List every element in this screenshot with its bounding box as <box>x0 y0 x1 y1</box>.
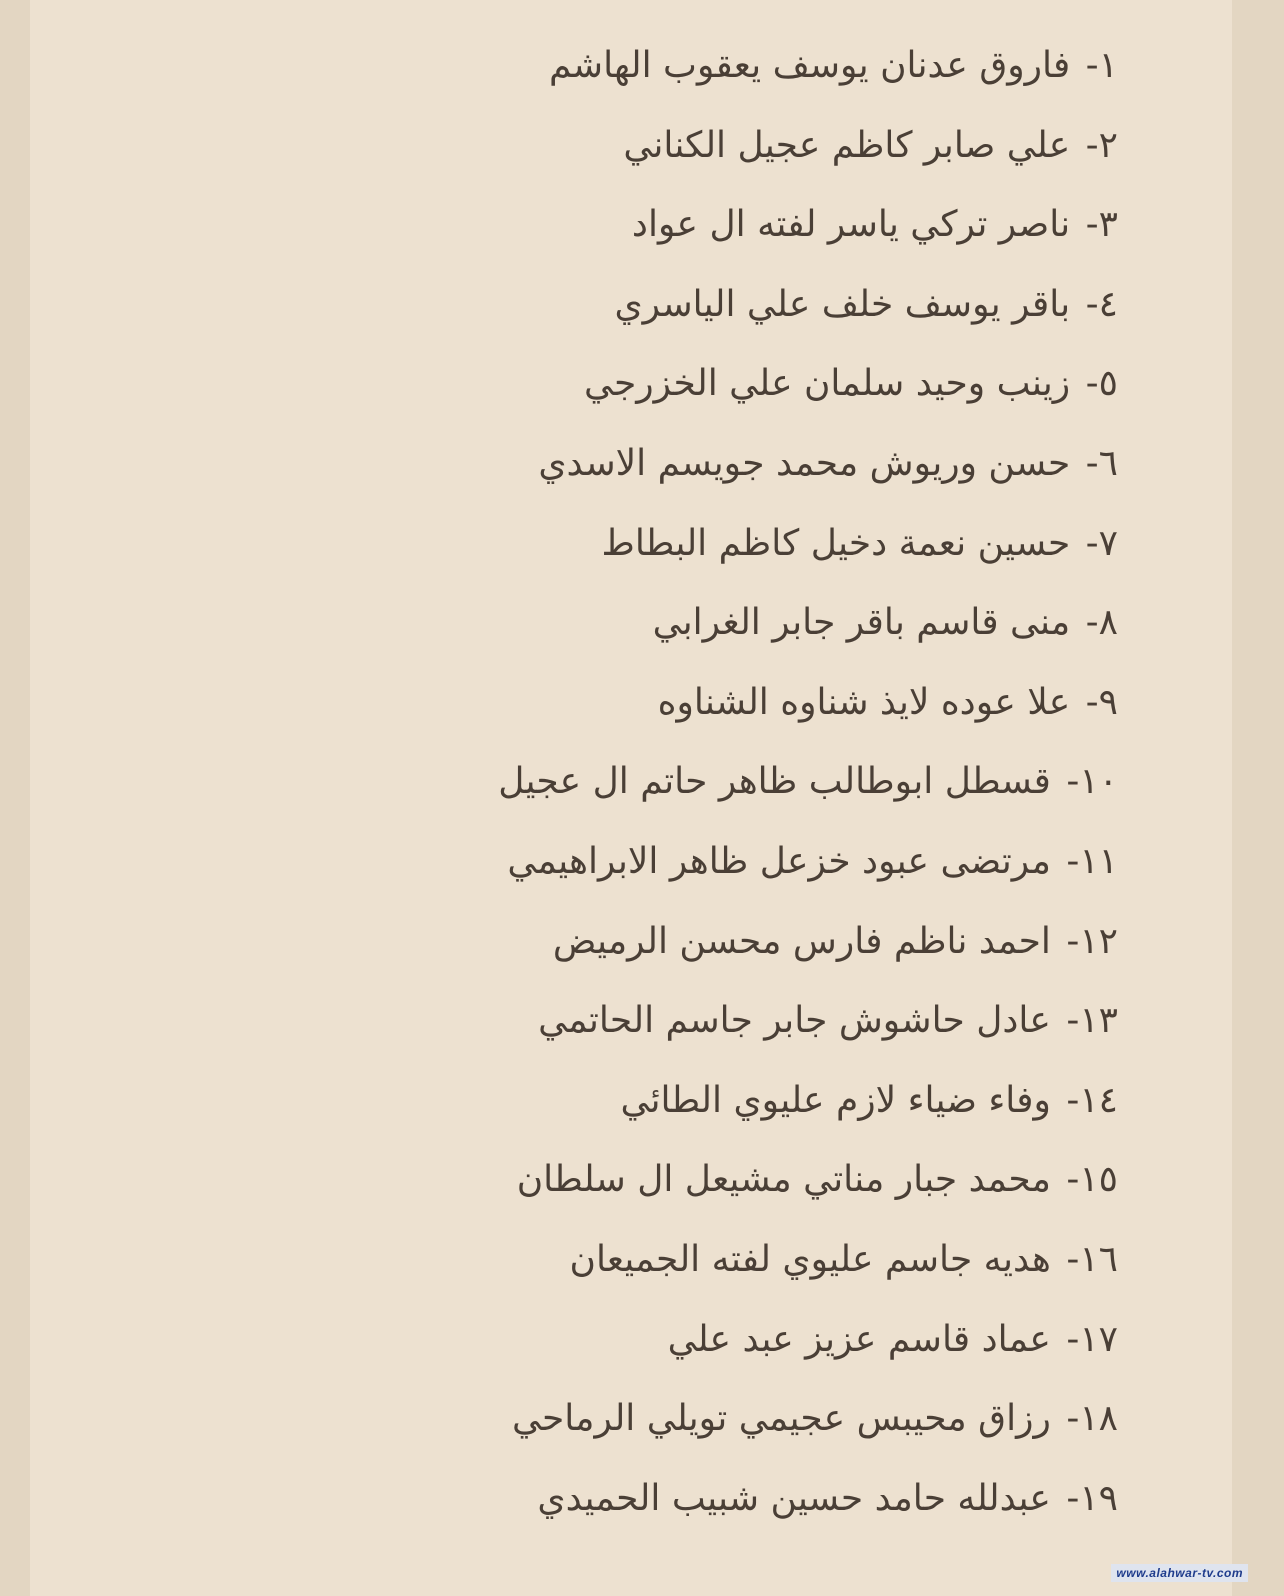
list-item <box>498 354 1118 434</box>
item-name: عماد قاسم عزيز عبد علي <box>667 1318 1051 1360</box>
item-number: ١٨- <box>1066 1398 1118 1440</box>
item-name: زينب وحيد سلمان علي الخزرجي <box>583 363 1071 405</box>
item-number: ١١- <box>1066 840 1118 882</box>
item-name: عبدلله حامد حسين شبيب الحميدي <box>537 1477 1051 1519</box>
item-name: عادل حاشوش جابر جاسم الحاتمي <box>538 1000 1051 1042</box>
item-number: ١٣- <box>1066 1000 1118 1042</box>
list-item <box>498 912 1118 992</box>
item-number: ٨- <box>1085 602 1118 644</box>
item-name: علي صابر كاظم عجيل الكناني <box>623 124 1071 166</box>
list-item <box>498 1310 1118 1390</box>
item-number: ٧- <box>1085 522 1118 564</box>
list-item <box>498 832 1118 912</box>
list-item <box>498 752 1118 832</box>
item-name: باقر يوسف خلف علي الياسري <box>614 283 1071 325</box>
document-page <box>30 0 1232 1596</box>
list-item <box>498 1230 1118 1310</box>
item-name: حسين نعمة دخيل كاظم البطاط <box>601 522 1071 564</box>
item-number: ١٧- <box>1066 1318 1118 1360</box>
item-name: احمد ناظم فارس محسن الرميض <box>552 920 1051 962</box>
item-number: ١- <box>1085 45 1118 86</box>
item-number: ٣- <box>1085 204 1118 246</box>
item-name: قسطل ابوطالب ظاهر حاتم ال عجيل <box>498 761 1051 803</box>
watermark: www.alahwar-tv.com <box>1111 1564 1248 1582</box>
item-number: ١٠- <box>1066 761 1118 803</box>
names-list <box>498 36 1118 1548</box>
list-item <box>498 116 1118 196</box>
item-name: هديه جاسم عليوي لفته الجميعان <box>569 1238 1051 1280</box>
item-name: رزاق محيبس عجيمي تويلي الرماحي <box>511 1398 1051 1440</box>
item-name: حسن وريوش محمد جويسم الاسدي <box>538 442 1071 484</box>
item-number: ٢- <box>1085 124 1118 166</box>
list-item <box>498 673 1118 753</box>
list-item <box>498 275 1118 355</box>
list-item <box>498 36 1118 116</box>
item-number: ١٢- <box>1066 920 1118 962</box>
item-name: فاروق عدنان يوسف يعقوب الهاشم <box>548 45 1071 86</box>
item-number: ١٦- <box>1066 1238 1118 1280</box>
list-item <box>498 1469 1118 1549</box>
item-name: منى قاسم باقر جابر الغرابي <box>652 602 1071 644</box>
item-name: محمد جبار مناتي مشيعل ال سلطان <box>516 1159 1051 1201</box>
item-number: ٦- <box>1085 442 1118 484</box>
list-item <box>498 1389 1118 1469</box>
list-item <box>498 195 1118 275</box>
list-item <box>498 514 1118 594</box>
list-item <box>498 434 1118 514</box>
item-number: ٥- <box>1085 363 1118 405</box>
list-item <box>498 593 1118 673</box>
item-number: ١٤- <box>1066 1079 1118 1121</box>
item-number: ١٩- <box>1066 1477 1118 1519</box>
item-name: ناصر تركي ياسر لفته ال عواد <box>631 204 1071 246</box>
item-name: وفاء ضياء لازم عليوي الطائي <box>620 1079 1051 1121</box>
list-item <box>498 991 1118 1071</box>
item-number: ٩- <box>1085 681 1118 723</box>
item-name: علا عوده لايذ شناوه الشناوه <box>657 681 1071 723</box>
item-number: ١٥- <box>1066 1159 1118 1201</box>
item-name: مرتضى عبود خزعل ظاهر الابراهيمي <box>507 840 1051 882</box>
item-number: ٤- <box>1085 283 1118 325</box>
list-item <box>498 1071 1118 1151</box>
list-item <box>498 1150 1118 1230</box>
